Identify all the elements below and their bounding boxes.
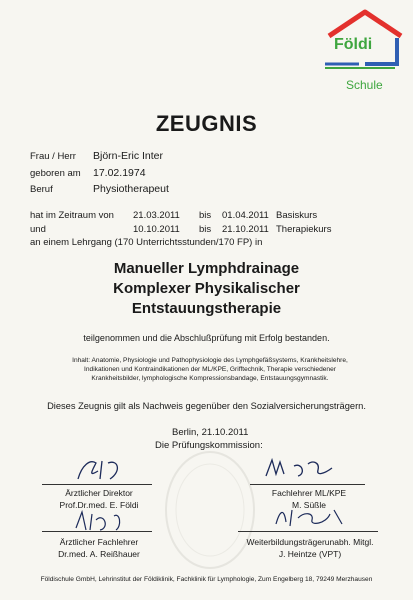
logo-name: Földi: [334, 36, 373, 53]
commission-label: Die Prüfungskommission:: [155, 440, 263, 451]
sig-name-2: M. Süßle: [291, 500, 326, 510]
course-line-2: Komplexer Physikalischer: [113, 280, 300, 297]
signature-line-4: [238, 531, 378, 532]
period-from-2: 10.10.2011: [133, 224, 180, 235]
signature-line-1: [42, 484, 152, 485]
signature-line-2: [250, 484, 365, 485]
signature-line-3: [42, 531, 152, 532]
footer-text: Földischule GmbH, Lehrinstitut der Földiklinik, Fachklinik für Lymphologie, Zum Engelberg 18, 79249 Merzhausen: [40, 576, 373, 583]
signature-foeldi: [72, 457, 142, 485]
content-line-1: Inhalt: Anatomie, Physiologie und Pathophysiologie des Lymphgefäßsystems, Krankheitslehre,: [72, 357, 348, 364]
sig-name-3: Dr.med. A. Reißhauer: [58, 549, 140, 559]
course-line-1: Manueller Lymphdrainage: [113, 260, 300, 277]
period-to-1: 01.04.2011: [222, 210, 269, 221]
born-label: geboren am: [30, 168, 81, 179]
name-label: Frau / Herr: [30, 151, 76, 162]
job-label: Beruf: [30, 184, 53, 195]
content-line-2: Indikationen und Kontraindikationen der ML/KPE, Grifftechnik, Therapie verschiedener: [84, 366, 336, 373]
period-bis-1: bis: [199, 210, 212, 221]
course-line-3: Entstauungstherapie: [131, 300, 282, 317]
lehrgang-text: an einem Lehrgang (170 Unterrichtsstunden/170 FP) in: [30, 237, 263, 248]
place-date: Berlin, 21.10.2011: [172, 427, 249, 438]
sig-name-4: J. Heintze (VPT): [278, 549, 342, 559]
born-value: 17.02.1974: [93, 167, 146, 179]
job-value: Physiotherapeut: [93, 183, 169, 195]
sig-role-1: Ärztlicher Direktor: [65, 488, 133, 498]
sig-role-3: Ärztlicher Fachlehrer: [59, 537, 139, 547]
sig-name-1: Prof.Dr.med. E. Földi: [59, 500, 139, 510]
period-label-1: hat im Zeitraum von: [30, 210, 114, 221]
period-label-2: und: [30, 224, 46, 235]
period-from-1: 21.03.2011: [133, 210, 180, 221]
nachweis-text: Dieses Zeugnis gilt als Nachweis gegenüber den Sozialversicherungsträgern.: [47, 401, 366, 411]
result-text: teilgenommen und die Abschlußprüfung mit Erfolg bestanden.: [83, 333, 330, 343]
name-value: Björn-Eric Inter: [93, 150, 164, 162]
period-to-2: 21.10.2011: [222, 224, 269, 235]
sig-role-2: Fachlehrer ML/KPE: [271, 488, 347, 498]
sig-role-4: Weiterbildungsträgerunabh. Mitgl.: [246, 537, 374, 547]
content-block: [60, 356, 360, 383]
page-title: ZEUGNIS: [155, 111, 258, 136]
period-course-2: Therapiekurs: [276, 224, 332, 235]
period-bis-2: bis: [199, 224, 212, 235]
signature-suessle: [262, 454, 342, 482]
logo-sub: Schule: [346, 78, 383, 92]
period-course-1: Basiskurs: [276, 210, 318, 221]
content-line-3: Krankheitsbilder, lymphologische Kompressionsbandage, Entstauungsgymnastik.: [91, 375, 329, 382]
